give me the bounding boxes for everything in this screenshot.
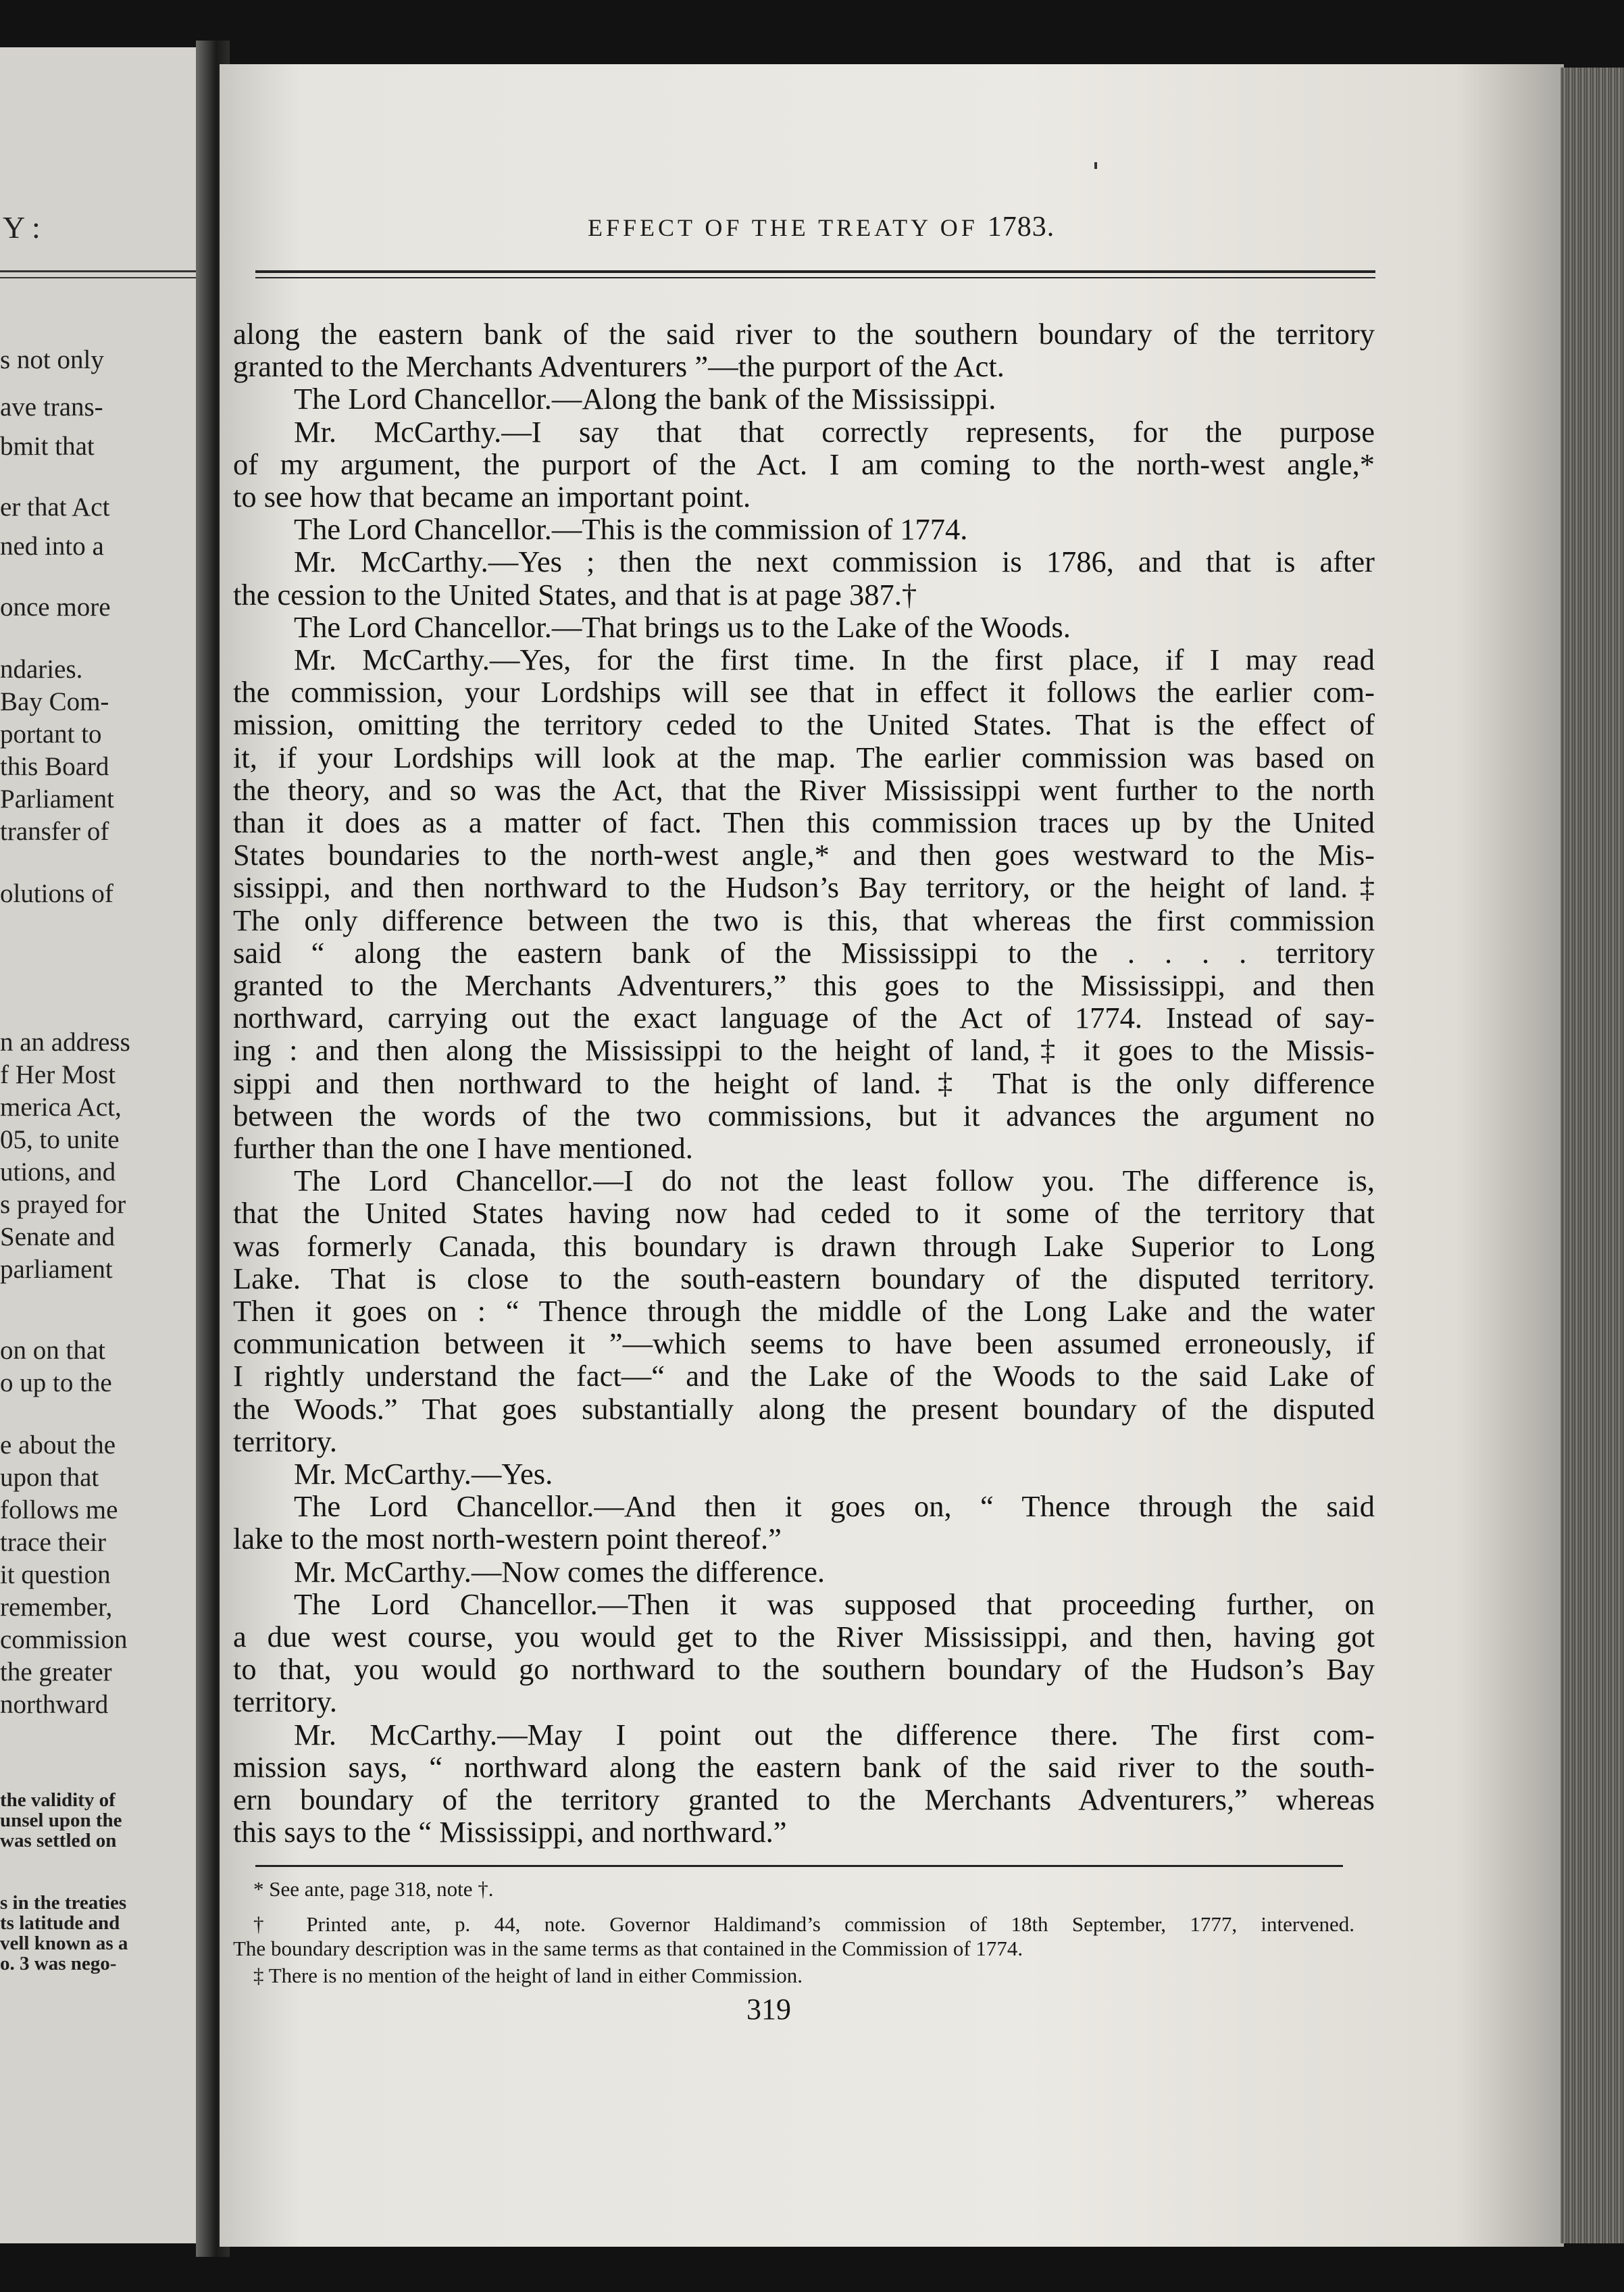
body-line: Then it goes on : “ Thence through the middle of the Long Lake and the water — [233, 1294, 1375, 1328]
header-rule — [255, 277, 1375, 278]
left-facing-page — [0, 47, 196, 2243]
left-page-line: 05, to unite — [0, 1125, 120, 1154]
body-line: granted to the Merchants Adventurers ”—the purport of the Act. — [233, 349, 1005, 384]
left-page-rule — [0, 277, 196, 278]
body-line: further than the one I have mentioned. — [233, 1131, 693, 1165]
footnote: ‡ There is no mention of the height of land in either Commission. — [253, 1964, 803, 1987]
body-line: States boundaries to the north-west angle,* and then goes westward to the Mis- — [233, 838, 1375, 872]
body-line: territory. — [233, 1685, 338, 1719]
body-line: The Lord Chancellor.—That brings us to the Lake of the Woods. — [294, 609, 1071, 644]
left-page-line: o. 3 was nego- — [0, 1953, 117, 1974]
body-line: this says to the “ Mississippi, and northward.” — [233, 1815, 787, 1849]
left-page-line: bmit that — [0, 432, 95, 461]
body-line: it, if your Lordships will look at the map. The earlier commission was based on — [233, 740, 1375, 774]
left-page-line: merica Act, — [0, 1093, 122, 1122]
body-line: the Woods.” That goes substantially along the present boundary of the disputed — [233, 1391, 1375, 1426]
body-line: The Lord Chancellor.—And then it goes on, “ Thence through the said — [294, 1489, 1375, 1524]
body-line: mission, omitting the territory ceded to the United States. That is the effect of — [233, 707, 1375, 742]
running-head-year: 1783. — [987, 211, 1055, 243]
left-page-line: er that Act — [0, 493, 110, 522]
body-line: mission says, “ northward along the eastern bank of the said river to the south- — [233, 1749, 1375, 1784]
body-line: Mr. McCarthy.—Now comes the difference. — [294, 1554, 825, 1589]
left-page-line: portant to — [0, 720, 102, 749]
left-page-line: ts latitude and — [0, 1912, 120, 1934]
left-page-line: Bay Com- — [0, 687, 109, 716]
running-head — [588, 211, 1055, 243]
ink-speck — [1094, 162, 1097, 169]
body-line: to see how that became an important point. — [233, 480, 751, 514]
body-line: Mr. McCarthy.—Yes ; then the next commission is 1786, and that is after — [294, 545, 1375, 579]
footnote-rule — [255, 1865, 1343, 1867]
body-line: The Lord Chancellor.—I do not the least follow you. The difference is, — [294, 1164, 1375, 1198]
body-line: than it does as a matter of fact. Then this commission traces up by the United — [233, 805, 1375, 839]
left-page-line: was settled on — [0, 1830, 117, 1851]
body-line: Mr. McCarthy.—May I point out the difference there. The first com- — [294, 1717, 1375, 1751]
left-page-line: Parliament — [0, 784, 114, 814]
footnote: * See ante, page 318, note †. — [253, 1877, 494, 1901]
body-line: Mr. McCarthy.—Yes, for the first time. In the first place, if I may read — [294, 643, 1375, 676]
body-line: that the United States having now had ceded to it some of the territory that — [233, 1196, 1375, 1230]
left-page-line: n an address — [0, 1028, 130, 1057]
body-line: The Lord Chancellor.—This is the commission of 1774. — [294, 512, 968, 547]
body-line: along the eastern bank of the said river to the southern boundary of the territory — [233, 317, 1375, 351]
body-line: Mr. McCarthy.—Yes. — [294, 1457, 553, 1491]
body-line: granted to the Merchants Adventurers,” this goes to the Mississippi, and then — [233, 968, 1375, 1002]
body-line: Mr. McCarthy.—I say that that correctly represents, for the purpose — [294, 414, 1375, 449]
left-page-line: Senate and — [0, 1222, 116, 1251]
body-line: was formerly Canada, this boundary is drawn through Lake Superior to Long — [233, 1228, 1375, 1263]
left-page-line: the validity of — [0, 1789, 116, 1811]
body-line: to that, you would go northward to the southern boundary of the Hudson’s Bay — [233, 1652, 1375, 1687]
body-line: the commission, your Lordships will see that in effect it follows the earlier com- — [233, 675, 1375, 709]
header-rule — [255, 270, 1375, 273]
footnote: † Printed ante, p. 44, note. Governor Haldimand’s commission of 18th September, 1777, intervened. — [253, 1912, 1354, 1936]
body-line: said “ along the eastern bank of the Mississippi to the . . . . territory — [233, 935, 1375, 970]
body-line: The Lord Chancellor.—Then it was supposed that proceeding further, on — [294, 1587, 1375, 1621]
left-page-line: it question — [0, 1560, 111, 1589]
left-page-line: northward — [0, 1690, 109, 1719]
body-line: ing : and then along the Mississippi to the height of land,‡ it goes to the Missis- — [233, 1033, 1375, 1068]
body-line: I rightly understand the fact—“ and the Lake of the Woods to the said Lake of — [233, 1359, 1375, 1393]
body-line: sippi and then northward to the height of land.‡ That is the only difference — [233, 1066, 1375, 1100]
left-page-line: upon that — [0, 1463, 99, 1492]
left-page-line: s in the treaties — [0, 1892, 127, 1914]
body-line: communication between it ”—which seems to have been assumed erroneously, if — [233, 1326, 1375, 1361]
left-page-line: follows me — [0, 1495, 118, 1524]
left-page-rule — [0, 270, 196, 272]
left-page-line: parliament — [0, 1255, 113, 1284]
body-line: a due west course, you would get to the River Mississippi, and then, having got — [233, 1620, 1375, 1653]
left-page-line: f Her Most — [0, 1060, 116, 1089]
left-page-line: olutions of — [0, 879, 113, 908]
left-page-line: transfer of — [0, 817, 109, 846]
left-page-line: s not only — [0, 345, 104, 374]
left-page-line: commission — [0, 1625, 128, 1654]
body-line: territory. — [233, 1424, 338, 1458]
left-page-line: this Board — [0, 752, 109, 781]
page-number: 319 — [746, 1993, 791, 2026]
left-page-line: s prayed for — [0, 1190, 126, 1219]
left-page-line: unsel upon the — [0, 1810, 122, 1831]
body-line: the theory, and so was the Act, that the River Mississippi went further to the north — [233, 772, 1375, 807]
footnote: The boundary description was in the same terms as that contained in the Commission of 1774. — [233, 1937, 1023, 1960]
body-line: The Lord Chancellor.—Along the bank of the Mississippi. — [294, 382, 996, 416]
left-page-line: e about the — [0, 1430, 116, 1460]
body-line: the cession to the United States, and that is at page 387.† — [233, 577, 917, 612]
left-page-line: remember, — [0, 1593, 113, 1622]
left-page-line: vell known as a — [0, 1933, 128, 1954]
left-page-line: ave trans- — [0, 393, 103, 422]
body-line: The only difference between the two is this, that whereas the first commission — [233, 903, 1375, 937]
body-line: northward, carrying out the exact language of the Act of 1774. Instead of say- — [233, 1001, 1375, 1035]
body-line: ern boundary of the territory granted to the Merchants Adventurers,” whereas — [233, 1783, 1375, 1816]
left-page-running-head: Y : — [3, 210, 41, 245]
left-page-line: the greater — [0, 1658, 112, 1687]
body-line: between the words of the two commissions, but it advances the argument no — [233, 1098, 1375, 1132]
left-page-line: o up to the — [0, 1368, 112, 1397]
left-page-line: utions, and — [0, 1157, 116, 1187]
left-page-line: once more — [0, 593, 111, 622]
left-page-line: ndaries. — [0, 655, 83, 684]
body-line: lake to the most north-western point thereof.” — [233, 1522, 782, 1556]
left-page-line: trace their — [0, 1528, 106, 1557]
body-line: of my argument, the purport of the Act. I am coming to the north-west angle,* — [233, 447, 1375, 481]
page-edges — [1560, 68, 1624, 2243]
body-line: sissippi, and then northward to the Hudson’s Bay territory, or the height of land.‡ — [233, 870, 1375, 905]
running-head-title: EFFECT OF THE TREATY OF — [588, 214, 978, 241]
left-page-line: on on that — [0, 1336, 105, 1365]
left-page-line: ned into a — [0, 532, 104, 561]
body-line: Lake. That is close to the south-eastern boundary of the disputed territory. — [233, 1261, 1375, 1295]
